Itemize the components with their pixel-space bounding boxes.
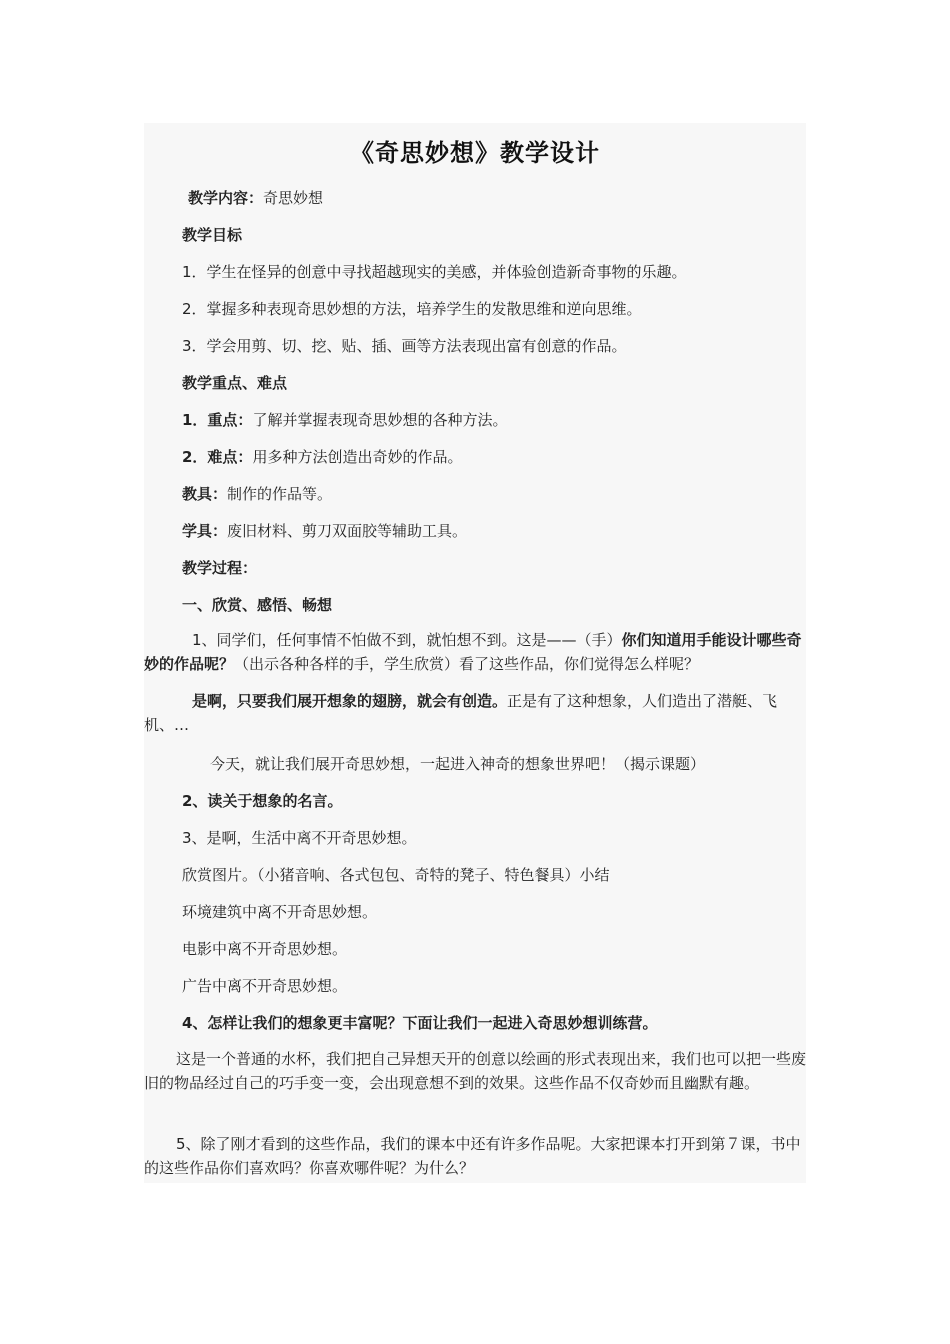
keypoint-line [182,410,507,430]
p1-normal: 1、同学们，任何事情不怕做不到，就怕想不到。这是——（手） [192,631,622,649]
document-title: 《奇思妙想》教学设计 [350,139,600,167]
tools-text: 制作的作品等。 [227,485,333,503]
document-page [144,123,806,1183]
key-label: 1．重点： [182,411,253,429]
keypoints-heading: 教学重点、难点 [182,374,288,392]
diff-label: 2．难点： [182,448,253,466]
content-line [188,188,323,208]
key-text: 了解并掌握表现奇思妙想的各种方法。 [252,411,508,429]
diff-text: 用多种方法创造出奇妙的作品。 [252,448,463,466]
item-4: 4、怎样让我们的想象更丰富呢？下面让我们一起进入奇思妙想训练营。 [182,1014,658,1032]
content-label: 教学内容： [188,189,264,207]
content-value: 奇思妙想 [263,189,324,207]
goals-heading: 教学目标 [182,226,243,244]
ad-line: 广告中离不开奇思妙想。 [182,977,348,995]
item-2: 2、读关于想象的名言。 [182,792,343,810]
tools-label: 教具： [182,485,228,503]
student-tools-line [182,521,467,541]
paragraph-1 [144,628,806,676]
p2-bold: 是啊，只要我们展开想象的翅膀，就会有创造。 [192,692,508,710]
p2-tail: 正是有了这种想象，人们造出了潜艇、飞机、… [144,692,778,734]
item-3: 3、是啊，生活中离不开奇思妙想。 [182,829,417,847]
tools-line [182,484,332,504]
p1-tail: （出示各种各样的手，学生欣赏）看了这些作品，你们觉得怎么样呢？ [234,655,700,673]
paragraph-2 [144,689,806,737]
p1-bold: 你们知道用手能设计哪些奇妙的作品呢？ [144,631,802,673]
paragraph-5: 5、除了刚才看到的这些作品，我们的课本中还有许多作品呢。大家把课本打开到第７课，书中的这些作品你们喜欢吗？你喜欢哪件呢？为什么？ [144,1135,801,1177]
goal-item-1: 1．学生在怪异的创意中寻找超越现实的美感，并体验创造新奇事物的乐趣。 [182,263,687,281]
paragraph-4: 这是一个普通的水杯，我们把自己异想天开的创意以绘画的形式表现出来，我们也可以把一些废旧的物品经过自己的巧手变一变，会出现意想不到的效果。这些作品不仅奇妙而且幽默有趣。 [144,1050,807,1092]
section1-heading: 一、欣赏、感悟、畅想 [182,596,333,614]
paragraph-3: 今天，就让我们展开奇思妙想，一起进入神奇的想象世界吧！（揭示课题） [210,755,706,773]
student-tools-label: 学具： [182,522,228,540]
movie-line: 电影中离不开奇思妙想。 [182,940,348,958]
process-heading: 教学过程： [182,559,258,577]
goal-item-2: 2．掌握多种表现奇思妙想的方法，培养学生的发散思维和逆向思维。 [182,300,642,318]
goal-item-3: 3．学会用剪、切、挖、贴、插、画等方法表现出富有创意的作品。 [182,337,627,355]
difficulty-line [182,447,462,467]
student-tools-text: 废旧材料、剪刀双面胶等辅助工具。 [227,522,468,540]
appreciate-line: 欣赏图片。（小猪音响、各式包包、奇特的凳子、特色餐具）小结 [182,866,610,884]
env-line: 环境建筑中离不开奇思妙想。 [182,903,378,921]
